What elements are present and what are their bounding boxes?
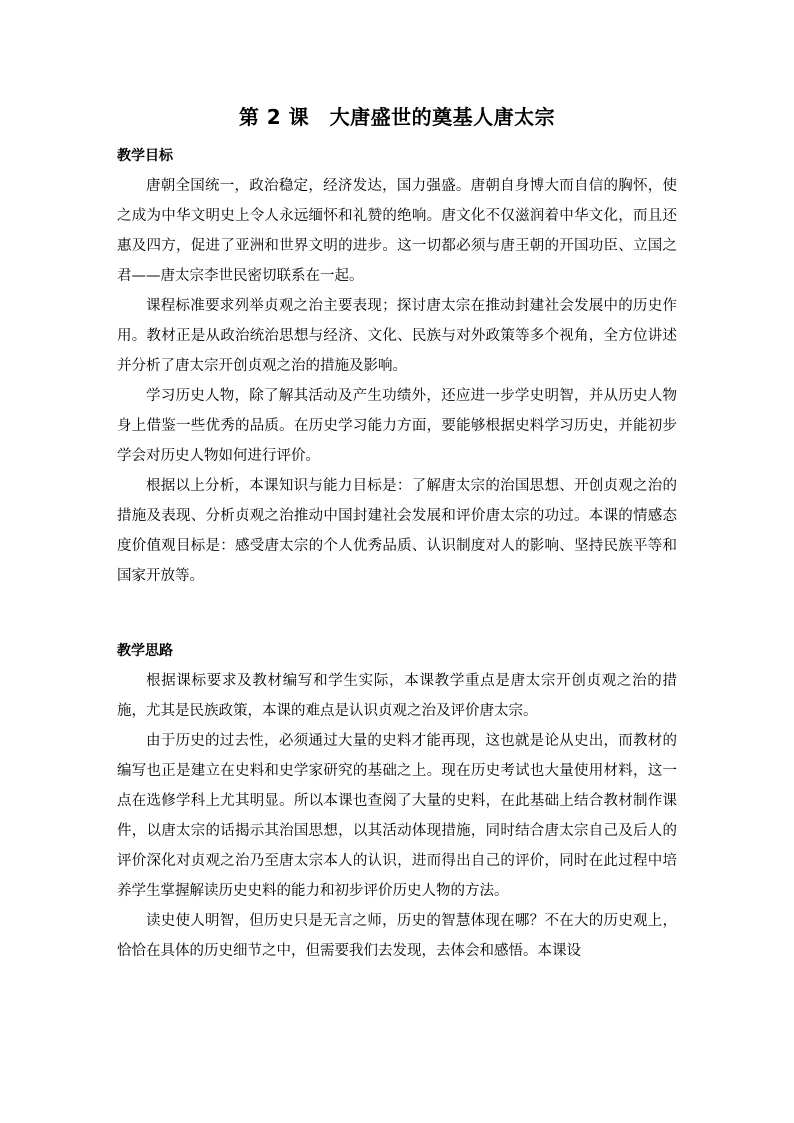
paragraph: 唐朝全国统一，政治稳定，经济发达，国力强盛。唐朝自身博大而自信的胸怀，使之成为中华文明史上令人永远缅怀和礼赞的绝响。唐文化不仅滋润着中华文化，而且还惠及四方，促进了亚洲和世界文明的进步。这一切都必须与唐王朝的开国功臣、立国之君——唐太宗李世民密切联系在一起。 (117, 178, 677, 284)
paragraph: 读史使人明智，但历史只是无言之师，历史的智慧体现在哪？不在大的历史观上，恰恰在具体的历史细节之中，但需要我们去发现，去体会和感悟。本课设 (117, 913, 677, 959)
section-teaching-goals (117, 145, 677, 591)
paragraph: 学习历史人物，除了解其活动及产生功绩外，还应进一步学史明智，并从历史人物身上借鉴一些优秀的品质。在历史学习能力方面，要能够根据史料学习历史，并能初步学会对历史人物如何进行评价。 (117, 388, 677, 464)
paragraph: 根据以上分析，本课知识与能力目标是：了解唐太宗的治国思想、开创贞观之治的措施及表现、分析贞观之治推动中国封建社会发展和评价唐太宗的功过。本课的情感态度价值观目标是：感受唐太宗的个人优秀品质、认识制度对人的影响、坚持民族平等和国家开放等。 (117, 478, 677, 584)
page-title: 第 2 课 大唐盛世的奠基人唐太宗 (238, 105, 556, 129)
paragraph: 根据课标要求及教材编写和学生实际，本课教学重点是唐太宗开创贞观之治的措施，尤其是民族政策，本课的难点是认识贞观之治及评价唐太宗。 (117, 673, 677, 719)
section-heading: 教学目标 (117, 148, 173, 164)
paragraph: 由于历史的过去性，必须通过大量的史料才能再现，这也就是论从史出，而教材的编写也正是建立在史料和史学家研究的基础之上。现在历史考试也大量使用材料，这一点在选修学科上尤其明显。所以本课也查阅了大量的史料，在此基础上结合教材制作课件，以唐太宗的话揭示其治国思想，以其活动体现措施，同时结合唐太宗自己及后人的评价深化对贞观之治乃至唐太宗本人的认识，进而得出自己的评价，同时在此过程中培养学生掌握解读历史史料的能力和初步评价历史人物的方法。 (117, 733, 677, 899)
paragraph: 课程标准要求列举贞观之治主要表现；探讨唐太宗在推动封建社会发展中的历史作用。教材正是从政治统治思想与经济、文化、民族与对外政策等多个视角，全方位讲述并分析了唐太宗开创贞观之治的措施及影响。 (117, 298, 677, 374)
section-heading: 教学思路 (117, 643, 173, 659)
section-teaching-approach (117, 640, 677, 966)
